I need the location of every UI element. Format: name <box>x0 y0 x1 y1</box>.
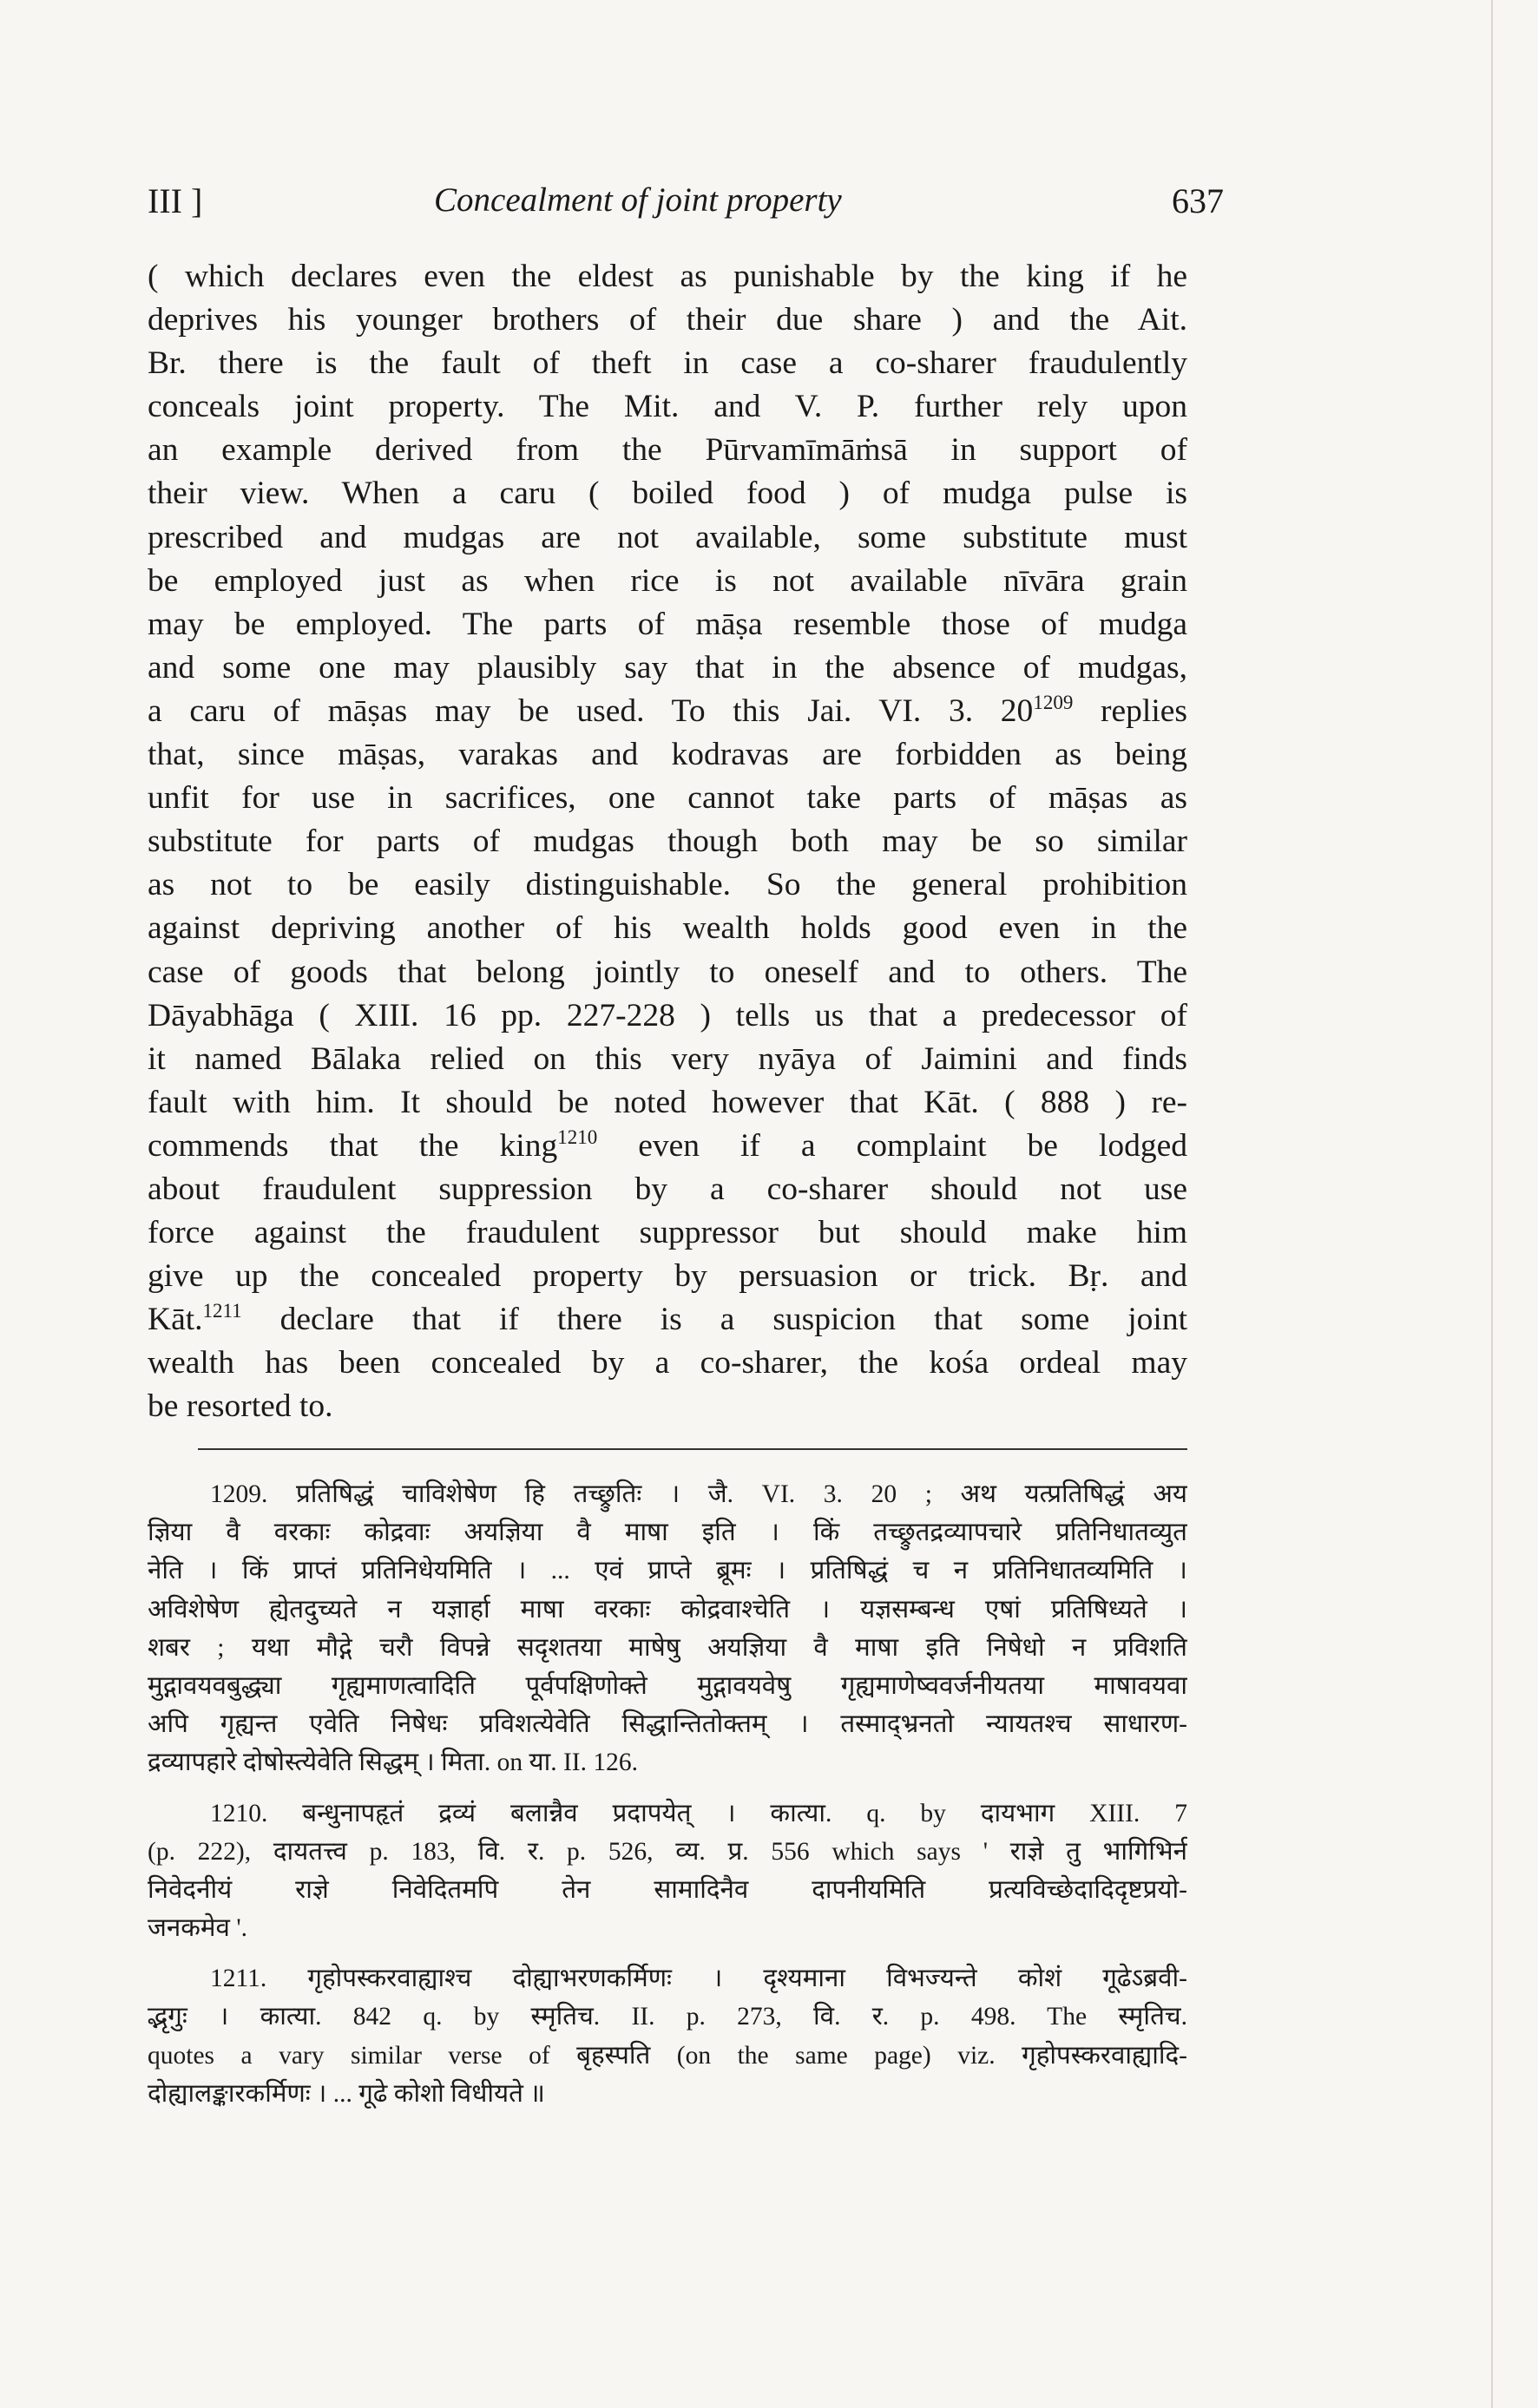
footnote-1210-line: (p. 222), दायतत्त्व p. 183, वि. र. p. 526, व्य. प्र. 556 which says ' राज्ञे तु भागिभिर्न <box>148 1837 1187 1866</box>
body-line <box>148 1125 1187 1168</box>
body-line: conceals joint property. The Mit. and V. P. further rely upon <box>148 389 1187 425</box>
page-number: 637 <box>1172 181 1224 220</box>
footnote-1210-line: 1210. बन्धुनापहृतं द्रव्यं बलान्नैव प्रदापयेत् । कात्या. q. by दायभाग XIII. 7 <box>210 1799 1187 1827</box>
body-line: an example derived from the Pūrvamīmāṁsā in support of <box>148 432 1187 469</box>
footnote-ref-1211[interactable]: 1211 <box>202 1300 242 1322</box>
footnote-1209-line: अविशेषेण ह्येतदुच्यते न यज्ञार्हा माषा वरकाः कोद्रवाश्चेति । यज्ञसम्बन्ध एषां प्रतिषिध्यते । <box>148 1595 1187 1624</box>
body-line: fault with him. It should be noted however that Kāt. ( 888 ) re- <box>148 1084 1187 1120</box>
footnote-1209-line: अपि गृह्यन्त एवेति निषेधः प्रविशत्येवेति सिद्धान्तितोक्तम् । तस्माद्भ्रनतो न्यायतश्च साधारण- <box>148 1710 1187 1739</box>
body-line: unfit for use in sacrifices, one cannot take parts of māṣas as <box>148 780 1187 817</box>
body-line: be employed just as when rice is not available nīvāra grain <box>148 562 1187 599</box>
footnote-1209-line: नेति । किं प्राप्तं प्रतिनिधेयमिति । ... एवं प्राप्ते ब्रूमः । प्रतिषिद्धं च न प्रतिनिधातव्यमिति । <box>148 1557 1187 1585</box>
footnote-1211-line: द्भृगुः । कात्या. 842 q. by स्मृतिच. II. p. 273, वि. र. p. 498. The स्मृतिच. <box>148 2003 1187 2031</box>
footnote-1211-line: दोह्यालङ्कारकर्मिणः । ... गूढे कोशो विधीयते ॥ <box>148 2079 545 2108</box>
body-line: substitute for parts of mudgas though both may be so similar <box>148 823 1187 860</box>
footnote-1210-line: जनकमेव '. <box>148 1914 248 1943</box>
footnote-1211-line: 1211. गृहोपस्करवाह्याश्च दोह्याभरणकर्मिणः । दृश्यमाना विभज्यन्ते कोशं गूढेऽब्रवी- <box>210 1965 1187 1993</box>
footnote-1209-line: 1209. प्रतिषिद्धं चाविशेषेण हि तच्छ्रुतिः । जै. VI. 3. 20 ; अथ यत्प्रतिषिद्धं अय <box>210 1480 1187 1508</box>
body-line: force against the fraudulent suppressor but should make him <box>148 1215 1187 1251</box>
running-title: Concealment of joint property <box>434 181 842 219</box>
running-header <box>148 180 1224 233</box>
body-line: Br. there is the fault of theft in case a co-sharer fraudulently <box>148 345 1187 382</box>
body-line: may be employed. The parts of māṣa resemble those of mudga <box>148 606 1187 642</box>
footnote-1209-line: ज्ञिया वै वरकाः कोद्रवाः अयज्ञिया वै माषा इति । किं तच्छ्रुतद्रव्यापचारे प्रतिनिधातव्युत <box>148 1519 1187 1547</box>
body-line <box>148 1298 1187 1342</box>
body-text <box>148 255 1187 1429</box>
body-line: prescribed and mudgas are not available, some substitute must <box>148 519 1187 555</box>
footnote-ref-1210[interactable]: 1210 <box>557 1125 598 1148</box>
body-line-text: a caru of māṣas may be used. To this Jai. VI. 3. 20 <box>148 692 1034 729</box>
footnote-divider <box>198 1448 1187 1450</box>
body-line <box>148 690 1187 733</box>
footnotes <box>148 1475 1187 2113</box>
body-line-tail: replies <box>1073 692 1187 729</box>
body-line: about fraudulent suppression by a co-sharer should not use <box>148 1171 1187 1207</box>
body-line: case of goods that belong jointly to oneself and to others. The <box>148 954 1187 990</box>
body-line: be resorted to. <box>148 1388 333 1425</box>
body-line: ( which declares even the eldest as punishable by the king if he <box>148 259 1187 294</box>
body-line-tail: even if a complaint be lodged <box>597 1127 1187 1164</box>
body-line: as not to be easily distinguishable. So the general prohibition <box>148 867 1187 903</box>
body-line: Dāyabhāga ( XIII. 16 pp. 227-228 ) tells us that a predecessor of <box>148 997 1187 1033</box>
body-line: it named Bālaka relied on this very nyāya of Jaimini and finds <box>148 1040 1187 1077</box>
body-line: against depriving another of his wealth holds good even in the <box>148 910 1187 947</box>
body-line: wealth has been concealed by a co-sharer, the kośa ordeal may <box>148 1345 1187 1381</box>
body-line-text: commends that the king <box>148 1127 558 1164</box>
footnote-1210-line: निवेदनीयं राज्ञे निवेदितमपि तेन सामादिनैव दापनीयमिति प्रत्यविच्छेदादिदृष्टप्रयो- <box>148 1875 1187 1904</box>
body-line-text: Kāt. <box>148 1302 203 1338</box>
body-line-tail: declare that if there is a suspicion that some joint <box>241 1302 1187 1338</box>
body-line: deprives his younger brothers of their due share ) and the Ait. <box>148 302 1187 338</box>
body-line: give up the concealed property by persuasion or trick. Bṛ. and <box>148 1258 1187 1295</box>
footnote-1209-line: मुद्गावयवबुद्ध्या गृह्यमाणत्वादिति पूर्वपक्षिणोक्ते मुद्गावयवेषु गृह्यमाणेष्ववर्जनीयतया माषावयवा <box>148 1671 1187 1700</box>
footnote-ref-1209[interactable]: 1209 <box>1033 691 1074 713</box>
body-line: and some one may plausibly say that in the absence of mudgas, <box>148 649 1187 686</box>
section-number: III ] <box>148 181 203 220</box>
body-line: that, since māṣas, varakas and kodravas are forbidden as being <box>148 737 1187 773</box>
footnote-1211-line: quotes a vary similar verse of बृहस्पति (on the same page) viz. गृहोपस्करवाह्यादि- <box>148 2041 1187 2070</box>
page-edge-rule <box>1491 0 1493 2408</box>
body-line: their view. When a caru ( boiled food ) of mudga pulse is <box>148 476 1187 512</box>
footnote-1209-line: शबर ; यथा मौद्गे चरौ विपन्ने सदृशतया माषेषु अयज्ञिया वै माषा इति निषेधो न प्रविशति <box>148 1633 1187 1662</box>
footnote-1209-line: द्रव्यापहारे दोषोस्त्येवेति सिद्धम् । मिता. on या. II. 126. <box>148 1749 638 1777</box>
